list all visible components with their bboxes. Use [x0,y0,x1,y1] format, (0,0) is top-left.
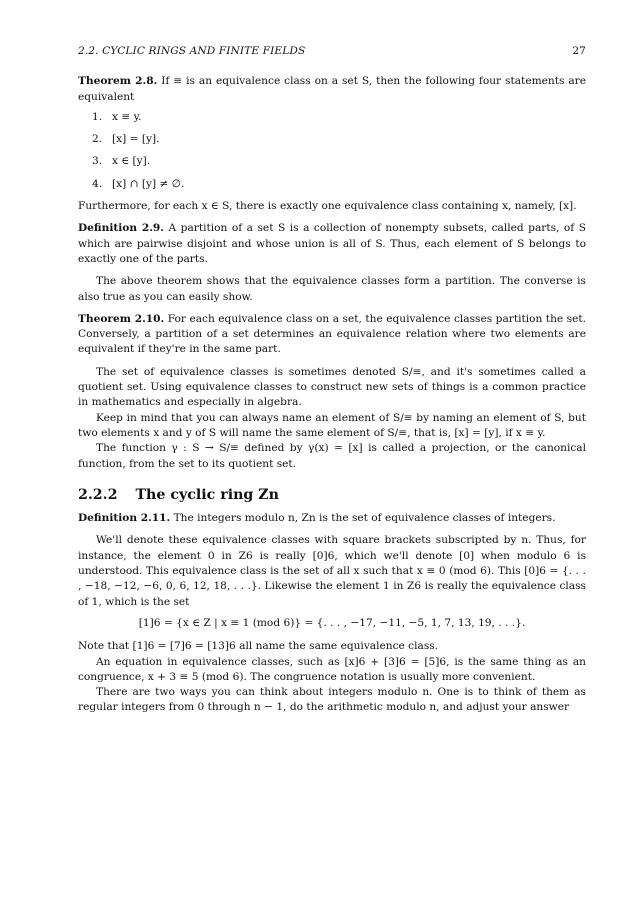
paragraph-equation: An equation in equivalence classes, such as [x]6 + [3]6 = [5]6, is the same thing as an congruence, x + 3 ≡ 5 (mod 6). The congruence notation is usually more convenient. [78,655,586,683]
section-heading [78,488,586,503]
theorem-text: For each equivalence class on a set, the equivalence classes partition the set. Conversely, a partition of a set determines an equivalence relation where two elements are equivalent if they're in the same part. [78,312,586,356]
definition-2-9 [78,221,586,267]
definition-2-11 [78,511,586,526]
paragraph-two-ways: There are two ways you can think about integers modulo n. One is to think of them as regular integers from 0 through n − 1, do the arithmetic modulo n, and adjust your answer [78,686,586,714]
definition-text: The integers modulo n, Zn is the set of equivalence classes of integers. [173,512,556,525]
paragraph-function: The function γ : S → S/≡ defined by γ(x) = [x] is called a projection, or the canonical function, from the set to its quotient set. [78,442,586,470]
theorem-label: Theorem 2.8. [78,75,158,88]
paragraph-note: Note that [1]6 = [7]6 = [13]6 all name the same equivalence class. [78,640,439,653]
theorem-after-text: Furthermore, for each x ∈ S, there is exactly one equivalence class containing x, namely, [x]. [78,200,577,213]
theorem-text: If ≡ is an equivalence class on a set S, then the following four statements are equivalent [78,75,587,103]
section-number: 2.2.2 [78,486,118,503]
section-title: The cyclic ring Zn [135,486,279,503]
paragraph-quotient: The set of equivalence classes is sometimes denoted S/≡, and it's sometimes called a quotient set. Using equivalence classes to construct new sets of things is a common practice in mathematics and especially in algebra. [78,365,586,409]
theorem-2-8 [78,74,586,214]
list-item: 3. x ∈ [y]. [92,155,151,168]
definition-label: Definition 2.9. [78,222,164,235]
theorem-label: Theorem 2.10. [78,312,165,325]
page [78,44,586,723]
list-item: 4. [x] ∩ [y] ≠ ∅. [92,177,185,190]
running-title: 2.2. CYCLIC RINGS AND FINITE FIELDS [78,45,306,57]
paragraph-keep: Keep in mind that you can always name an element of S/≡ by naming an element of S, but two elements x and y of S will name the same element of S/≡, that is, [x] = [y], if x ≡ y. [78,411,586,439]
paragraph-denote: We'll denote these equivalence classes with square brackets subscripted by n. Thus, for instance, the element 0 in Z6 is really [0]6, which we'll denote [0] when modulo 6 is understood. This equivalence class is the set of all x such that x ≡ 0 (mod 6). This [0]6 = {. . . , −18, −12, −6, 0, 6, 12, 18, . . .}. Likewise the element 1 in Z6 is really the equivalence class of 1, which is the set [78,534,586,608]
theorem-2-10 [78,312,586,358]
definition-text: A partition of a set S is a collection of nonempty subsets, called parts, of S which are pairwise disjoint and whose union is all of S. Thus, each element of S belongs to exactly one of the parts. [78,222,586,265]
statement-list [78,110,586,192]
paragraph-converse: The above theorem shows that the equivalence classes form a partition. The converse is also true as you can easily show. [78,275,586,303]
list-item: 2. [x] = [y]. [92,133,160,146]
display-equation: [1]6 = {x ∈ Z | x ≡ 1 (mod 6)} = {. . . , −17, −11, −5, 1, 7, 13, 19, . . .}. [138,616,526,629]
definition-label: Definition 2.11. [78,512,171,525]
list-item: 1. x ≡ y. [92,110,142,123]
page-number: 27 [572,45,586,57]
running-header [78,44,586,59]
